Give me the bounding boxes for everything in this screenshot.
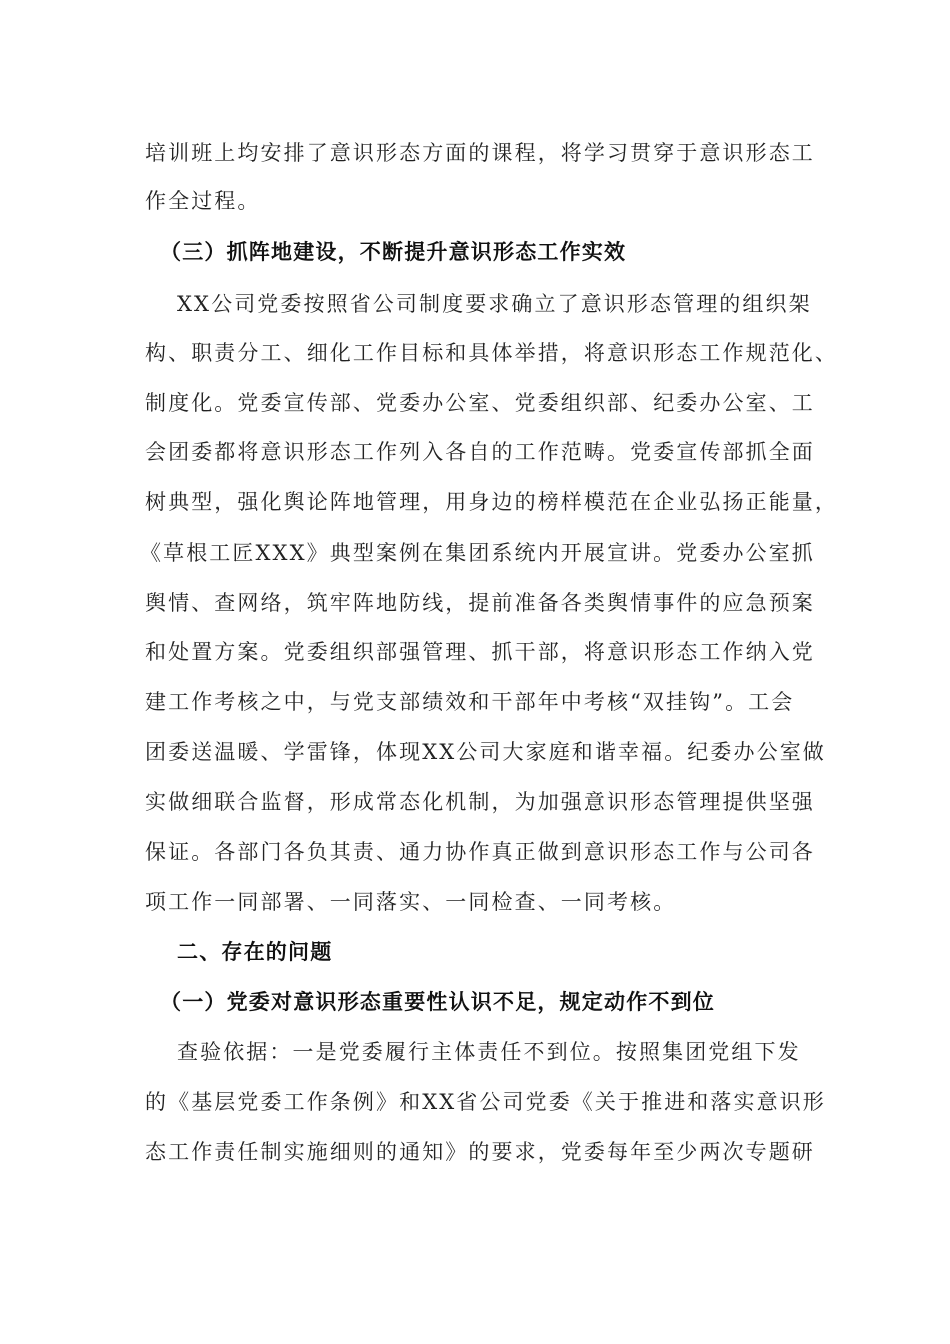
paragraph-line: 保证。各部门各负其责、通力协作真正做到意识形态工作与公司各	[145, 840, 815, 864]
paragraph-line: 和处置方案。党委组织部强管理、抓干部，将意识形态工作纳入党	[145, 640, 815, 664]
section-heading: 二、存在的问题	[177, 939, 333, 964]
paragraph-line: 查验依据：一是党委履行主体责任不到位。按照集团党组下发	[177, 1040, 801, 1064]
paragraph-line: 构、职责分工、细化工作目标和具体举措，将意识形态工作规范化、	[145, 341, 838, 365]
subsection-heading: （一）党委对意识形态重要性认识不足，规定动作不到位	[160, 989, 715, 1014]
paragraph-line: 树典型，强化舆论阵地管理，用身边的榜样模范在企业弘扬正能量，	[145, 490, 838, 514]
paragraph-line: 项工作一同部署、一同落实、一同检查、一同考核。	[145, 890, 677, 914]
paragraph-line: XX公司党委按照省公司制度要求确立了意识形态管理的组织架	[177, 292, 812, 316]
section-heading: （三）抓阵地建设，不断提升意识形态工作实效	[160, 239, 627, 264]
paragraph-line: 作全过程。	[145, 189, 261, 213]
paragraph-line: 会团委都将意识形态工作列入各自的工作范畴。党委宣传部抓全面	[145, 440, 815, 464]
paragraph-line: 制度化。党委宣传部、党委办公室、党委组织部、纪委办公室、工	[145, 391, 815, 415]
paragraph-line: 团委送温暖、学雷锋，体现XX公司大家庭和谐幸福。纪委办公室做	[145, 740, 826, 764]
paragraph-line: 实做细联合监督，形成常态化机制，为加强意识形态管理提供坚强	[145, 790, 815, 814]
paragraph-line: 培训班上均安排了意识形态方面的课程，将学习贯穿于意识形态工	[145, 141, 815, 165]
paragraph-line: 的《基层党委工作条例》和XX省公司党委《关于推进和落实意识形	[145, 1090, 826, 1114]
paragraph-line: 态工作责任制实施细则的通知》的要求，党委每年至少两次专题研	[145, 1140, 815, 1164]
paragraph-line: 建工作考核之中，与党支部绩效和干部年中考核“双挂钩”。工会	[145, 690, 795, 714]
paragraph-line: 舆情、查网络，筑牢阵地防线，提前准备各类舆情事件的应急预案	[145, 591, 815, 615]
paragraph-line: 《草根工匠XXX》典型案例在集团系统内开展宣讲。党委办公室抓	[140, 541, 815, 565]
